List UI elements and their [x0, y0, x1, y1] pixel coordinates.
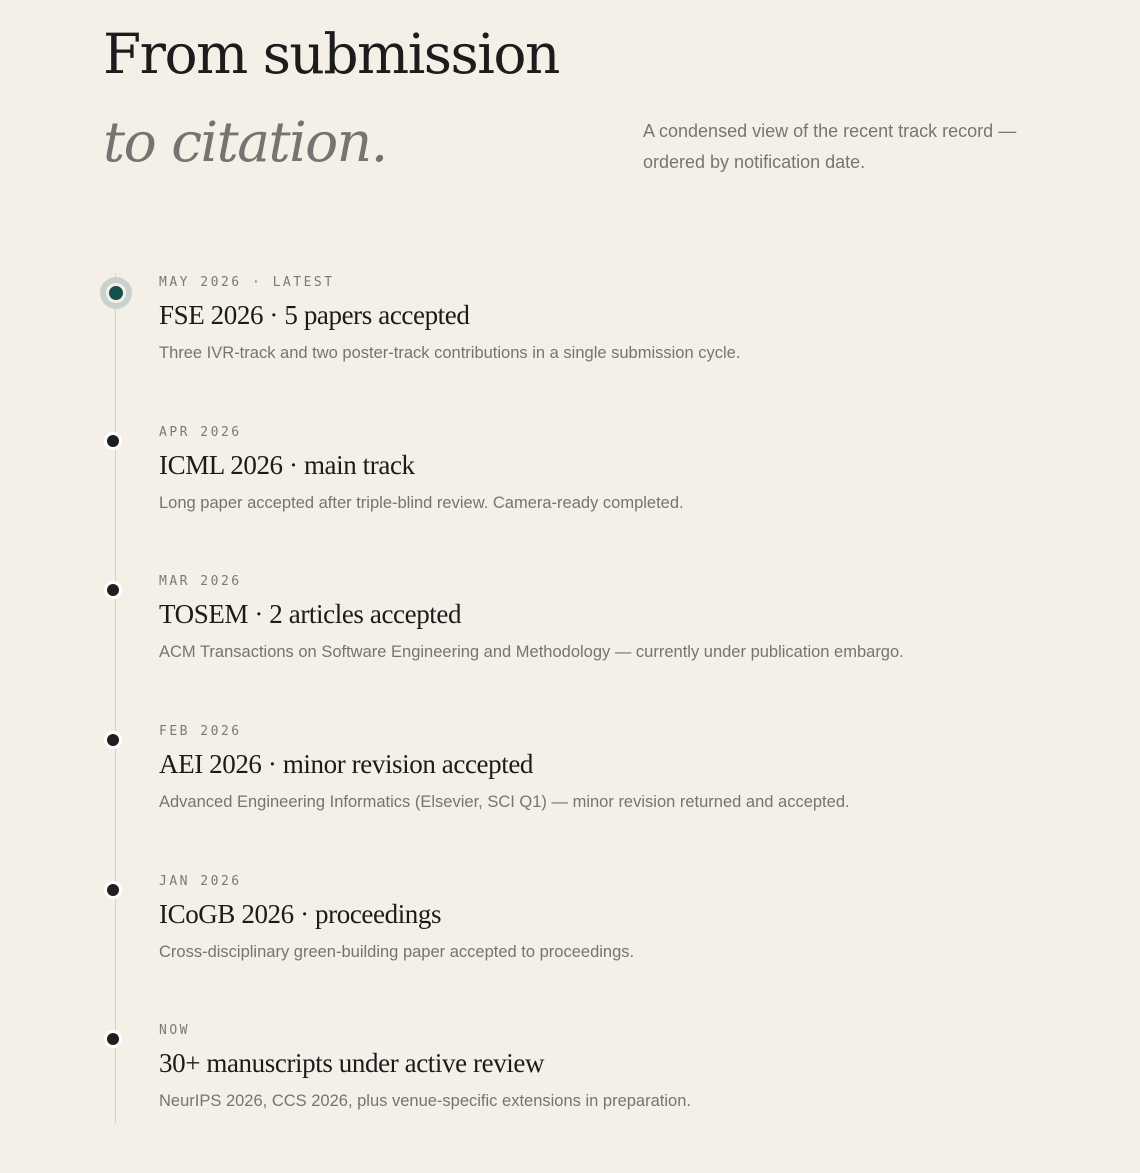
timeline-entry [0, 574, 1140, 724]
entry-headline: FSE 2026 · 5 papers accepted [159, 300, 470, 330]
entry-description: Long paper accepted after triple-blind review. Camera-ready completed. [159, 494, 684, 512]
entry-description: Three IVR-track and two poster-track contributions in a single submission cycle. [159, 344, 741, 362]
timeline-dot-icon [107, 435, 119, 447]
title-line-primary: From submission [103, 22, 559, 86]
timeline-entry [0, 275, 1140, 425]
section-lede: A condensed view of the recent track record — ordered by notification date. [643, 121, 1017, 172]
entry-headline: ICoGB 2026 · proceedings [159, 899, 442, 929]
timeline-entry [0, 724, 1140, 874]
entry-headline: 30+ manuscripts under active review [159, 1048, 545, 1078]
entry-description: ACM Transactions on Software Engineering and Methodology — currently under publication embargo. [159, 643, 904, 661]
timeline-dot-icon [107, 584, 119, 596]
entry-headline: ICML 2026 · main track [159, 450, 415, 480]
entry-description: Cross-disciplinary green-building paper accepted to proceedings. [159, 943, 635, 961]
timeline-dot-icon [107, 1033, 119, 1045]
entry-description: NeurIPS 2026, CCS 2026, plus venue-specific extensions in preparation. [159, 1092, 691, 1110]
entry-headline: AEI 2026 · minor revision accepted [159, 749, 534, 779]
timeline-dot-icon [107, 734, 119, 746]
entry-date: NOW [159, 1023, 190, 1038]
entry-date: MAY 2026 · LATEST [159, 275, 335, 290]
entry-date: JAN 2026 [159, 874, 242, 889]
timeline-dot-icon [107, 884, 119, 896]
entry-date: FEB 2026 [159, 724, 242, 739]
timeline-entry [0, 1023, 1140, 1173]
timeline-entry [0, 425, 1140, 575]
entry-description: Advanced Engineering Informatics (Elsevier, SCI Q1) — minor revision returned and accepted. [159, 793, 850, 811]
entry-headline: TOSEM · 2 articles accepted [159, 599, 462, 629]
entry-date: MAR 2026 [159, 574, 242, 589]
entry-date: APR 2026 [159, 425, 242, 440]
latest-marker-icon [100, 277, 132, 309]
timeline-entry [0, 874, 1140, 1024]
title-line-italic: to citation. [103, 110, 387, 174]
